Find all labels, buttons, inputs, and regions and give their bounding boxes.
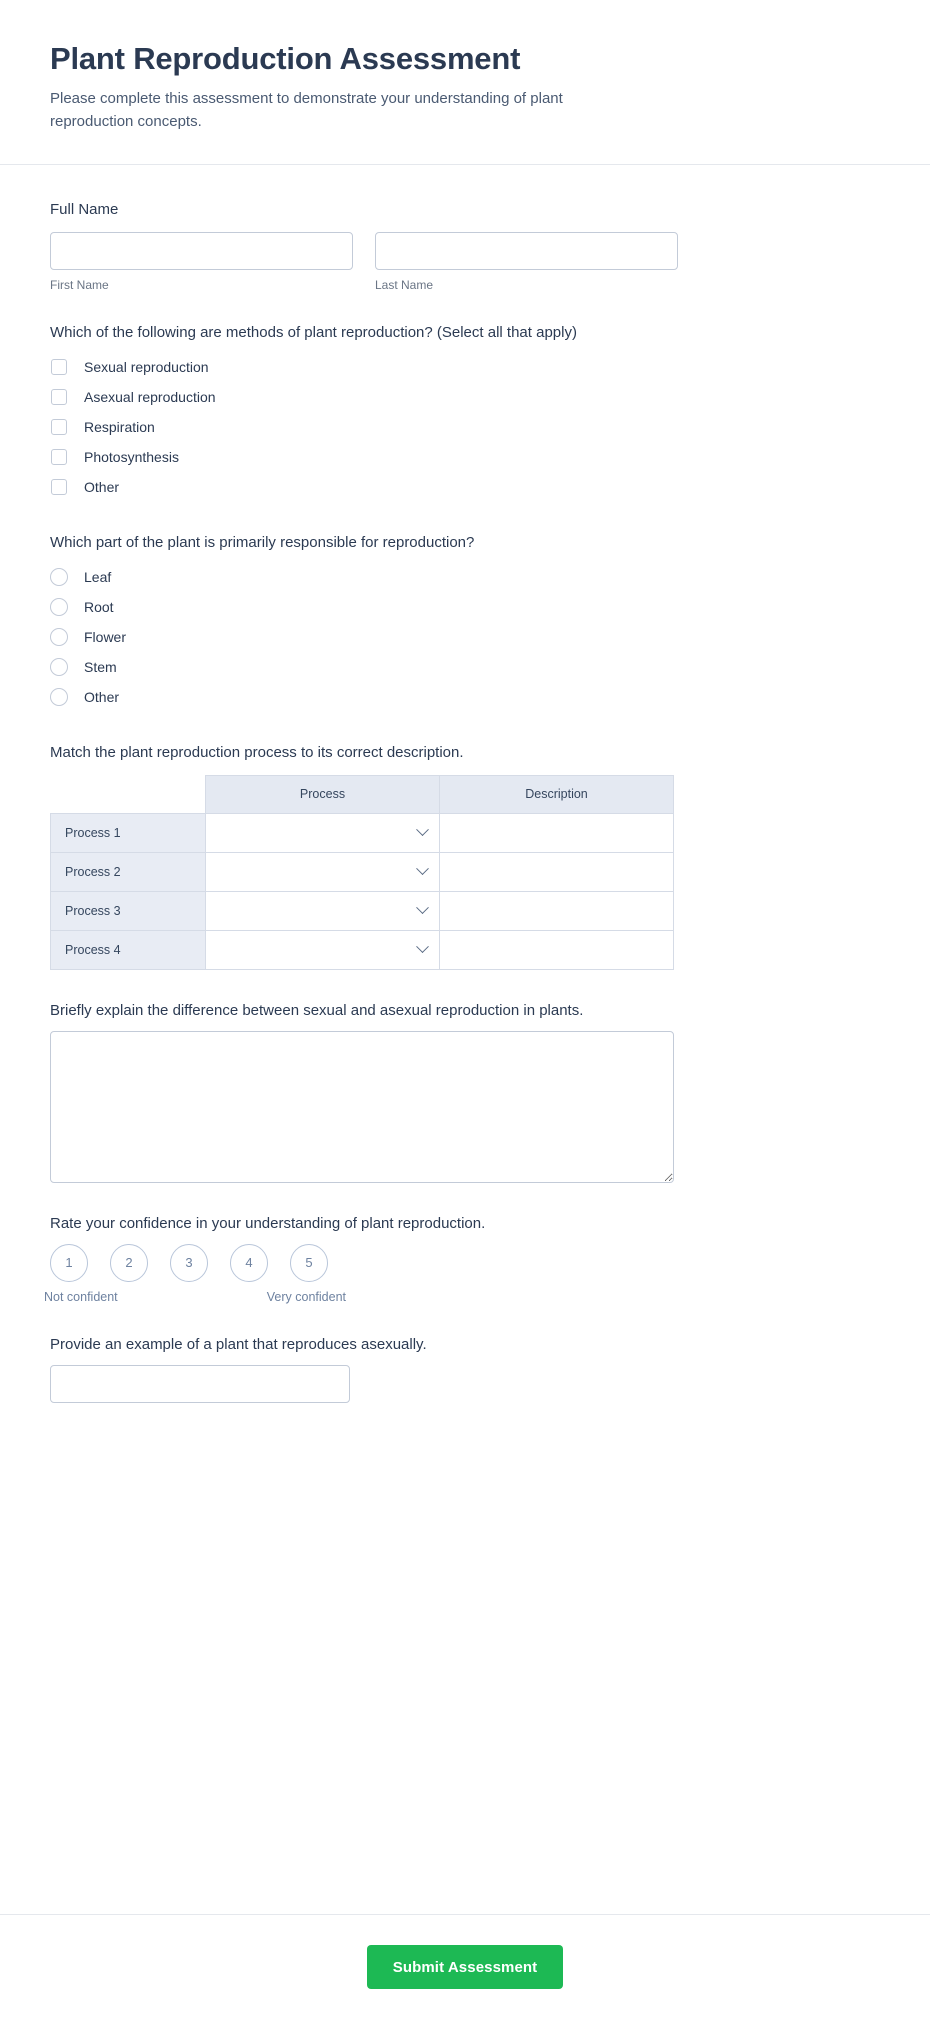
long-answer-textarea[interactable] xyxy=(50,1031,674,1183)
page-title: Plant Reproduction Assessment xyxy=(50,41,521,76)
first-name-column xyxy=(50,232,353,292)
matrix-row-label: Process 2 xyxy=(51,852,206,891)
matrix-description-cell[interactable] xyxy=(440,852,674,891)
submit-button[interactable]: Submit Assessment xyxy=(367,1945,564,1989)
rating-option-5[interactable]: 5 xyxy=(290,1244,328,1282)
matrix-row-label: Process 4 xyxy=(51,930,206,969)
radio-question-label: Which part of the plant is primarily responsible for reproduction? xyxy=(50,533,475,551)
matrix-question-block xyxy=(50,742,880,970)
matrix-header-row xyxy=(51,775,674,813)
rating-low-caption: Not confident xyxy=(44,1289,118,1304)
matrix-process-dropdown-cell[interactable] xyxy=(206,813,440,852)
checkbox-icon[interactable] xyxy=(51,389,67,405)
matrix-process-dropdown-cell[interactable] xyxy=(206,891,440,930)
checkbox-option-label: Sexual reproduction xyxy=(84,359,209,376)
form-footer xyxy=(0,1914,930,2037)
radio-option-row[interactable] xyxy=(50,623,880,652)
checkbox-icon[interactable] xyxy=(51,479,67,495)
long-answer-label: Briefly explain the difference between sexual and asexual reproduction in plants. xyxy=(50,1001,584,1019)
checkbox-icon[interactable] xyxy=(51,419,67,435)
matrix-row-label: Process 3 xyxy=(51,891,206,930)
checkbox-option-row[interactable] xyxy=(50,413,880,442)
matrix-process-dropdown[interactable] xyxy=(206,853,439,891)
matrix-description-cell[interactable] xyxy=(440,891,674,930)
form-body xyxy=(0,165,930,1882)
checkbox-icon[interactable] xyxy=(51,449,67,465)
rating-option-3[interactable]: 3 xyxy=(170,1244,208,1282)
radio-option-row[interactable] xyxy=(50,683,880,712)
table-row xyxy=(51,813,674,852)
checkbox-option-row[interactable] xyxy=(50,473,880,502)
radio-icon[interactable] xyxy=(50,688,68,706)
checkbox-option-row[interactable] xyxy=(50,443,880,472)
radio-option-label: Leaf xyxy=(84,569,112,586)
matrix-process-dropdown[interactable] xyxy=(206,892,439,930)
matrix-corner-cell xyxy=(51,775,206,813)
radio-icon[interactable] xyxy=(50,598,68,616)
checkbox-options-list xyxy=(50,353,880,502)
checkbox-option-label: Respiration xyxy=(84,419,155,436)
checkbox-option-label: Asexual reproduction xyxy=(84,389,216,406)
chevron-down-icon[interactable] xyxy=(416,940,429,953)
checkbox-option-label: Photosynthesis xyxy=(84,449,179,466)
matrix-column-header-description: Description xyxy=(440,775,674,813)
rating-high-caption: Very confident xyxy=(266,1289,346,1304)
first-name-input[interactable] xyxy=(50,232,353,270)
table-row xyxy=(51,930,674,969)
table-row xyxy=(51,852,674,891)
full-name-label: Full Name xyxy=(50,200,119,218)
radio-icon[interactable] xyxy=(50,658,68,676)
short-answer-input[interactable] xyxy=(50,1365,350,1403)
matrix-description-cell[interactable] xyxy=(440,813,674,852)
last-name-column xyxy=(375,232,678,292)
rating-option-4[interactable]: 4 xyxy=(230,1244,268,1282)
first-name-sub-label: First Name xyxy=(50,277,109,292)
matrix-process-dropdown[interactable] xyxy=(206,814,439,852)
checkbox-icon[interactable] xyxy=(51,359,67,375)
matrix-column-header-process: Process xyxy=(206,775,440,813)
checkbox-question-block xyxy=(50,322,880,502)
radio-option-row[interactable] xyxy=(50,563,880,592)
checkbox-option-row[interactable] xyxy=(50,353,880,382)
rating-option-2[interactable]: 2 xyxy=(110,1244,148,1282)
table-row xyxy=(51,891,674,930)
last-name-input[interactable] xyxy=(375,232,678,270)
matrix-row-label: Process 1 xyxy=(51,813,206,852)
radio-options-list xyxy=(50,563,880,712)
short-answer-label: Provide an example of a plant that reproduces asexually. xyxy=(50,1335,427,1353)
matrix-description-cell[interactable] xyxy=(440,930,674,969)
full-name-field-block xyxy=(50,199,880,292)
rating-option-1[interactable]: 1 xyxy=(50,1244,88,1282)
matrix-table xyxy=(50,775,674,970)
rating-question-label: Rate your confidence in your understanding of plant reproduction. xyxy=(50,1214,486,1232)
matrix-table-body xyxy=(51,813,674,969)
full-name-row xyxy=(50,232,880,292)
page-subtitle: Please complete this assessment to demonstrate your understanding of plant reproduction concepts. xyxy=(50,90,563,131)
radio-option-row[interactable] xyxy=(50,653,880,682)
radio-question-block xyxy=(50,532,880,712)
radio-option-label: Other xyxy=(84,689,120,706)
radio-icon[interactable] xyxy=(50,628,68,646)
chevron-down-icon[interactable] xyxy=(416,823,429,836)
checkbox-option-label: Other xyxy=(84,479,120,496)
matrix-process-dropdown[interactable] xyxy=(206,931,439,969)
matrix-process-dropdown-cell[interactable] xyxy=(206,930,440,969)
rating-captions xyxy=(44,1290,346,1304)
short-answer-block xyxy=(50,1334,880,1403)
radio-icon[interactable] xyxy=(50,568,68,586)
rating-scale-row xyxy=(50,1244,380,1282)
radio-option-label: Flower xyxy=(84,629,127,646)
checkbox-option-row[interactable] xyxy=(50,383,880,412)
radio-option-label: Stem xyxy=(84,659,117,676)
radio-option-label: Root xyxy=(84,599,114,616)
long-answer-block xyxy=(50,1000,880,1183)
last-name-sub-label: Last Name xyxy=(375,277,434,292)
matrix-question-label: Match the plant reproduction process to its correct description. xyxy=(50,743,464,761)
matrix-process-dropdown-cell[interactable] xyxy=(206,852,440,891)
rating-scale xyxy=(44,1244,380,1304)
matrix-table-wrapper xyxy=(50,775,880,970)
chevron-down-icon[interactable] xyxy=(416,862,429,875)
form-header xyxy=(0,0,930,165)
chevron-down-icon[interactable] xyxy=(416,901,429,914)
checkbox-question-label: Which of the following are methods of plant reproduction? (Select all that apply) xyxy=(50,323,577,341)
rating-question-block xyxy=(44,1213,880,1304)
matrix-table-head xyxy=(51,775,674,813)
radio-option-row[interactable] xyxy=(50,593,880,622)
